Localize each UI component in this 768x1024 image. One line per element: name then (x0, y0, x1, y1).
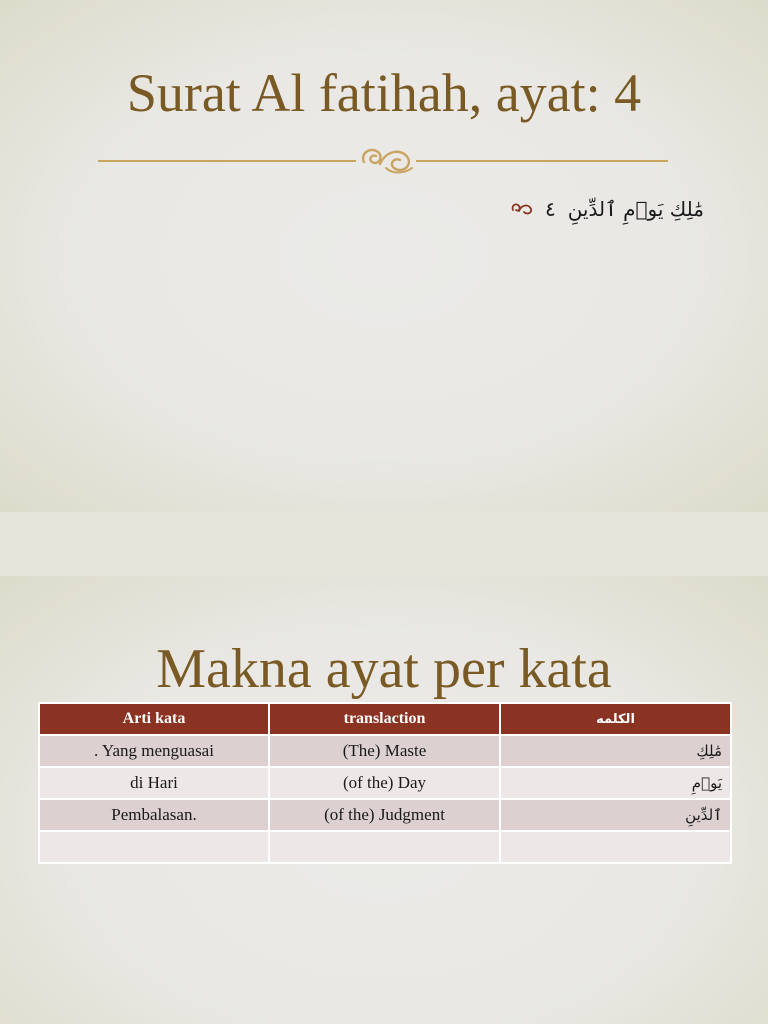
divider-line-right (416, 160, 668, 162)
cell-arabic: ٱلدِّينِ (500, 799, 731, 831)
slide-2 (0, 576, 768, 1024)
cell-translation: (of the) Day (269, 767, 500, 799)
table-row-empty (39, 831, 731, 863)
cell-arti: Pembalasan. (39, 799, 269, 831)
title-divider (98, 160, 668, 162)
cell-arti: . Yang menguasai (39, 735, 269, 767)
header-translation: translaction (269, 703, 500, 735)
slide-2-title: Makna ayat per kata (156, 638, 612, 700)
ayah-number: ٤ (544, 197, 556, 221)
ayah-bullet (509, 192, 704, 226)
cell-arabic: يَوۡمِ (500, 767, 731, 799)
cell-arabic: مَٰلِكِ (500, 735, 731, 767)
table-row (39, 767, 731, 799)
cell-translation: (of the) Judgment (269, 799, 500, 831)
table-row (39, 799, 731, 831)
cell-arti: di Hari (39, 767, 269, 799)
slide-1-title: Surat Al fatihah, ayat: 4 (126, 63, 642, 123)
slide-gap (0, 512, 768, 576)
header-kalimah: الكلمه (500, 703, 731, 735)
divider-line-left (98, 160, 356, 162)
header-arti-kata: Arti kata (39, 703, 269, 735)
cell-translation (269, 831, 500, 863)
ayah-text: مَٰلِكِ يَوۡمِ ٱلدِّينِ (567, 197, 704, 221)
cell-arti (39, 831, 269, 863)
table-row (39, 735, 731, 767)
cell-translation: (The) Maste (269, 735, 500, 767)
ornament-swirl-bullet-icon (509, 200, 533, 218)
word-meaning-table (38, 702, 732, 864)
ornament-swirl-icon (356, 140, 416, 180)
table-header-row (39, 703, 731, 735)
cell-arabic (500, 831, 731, 863)
